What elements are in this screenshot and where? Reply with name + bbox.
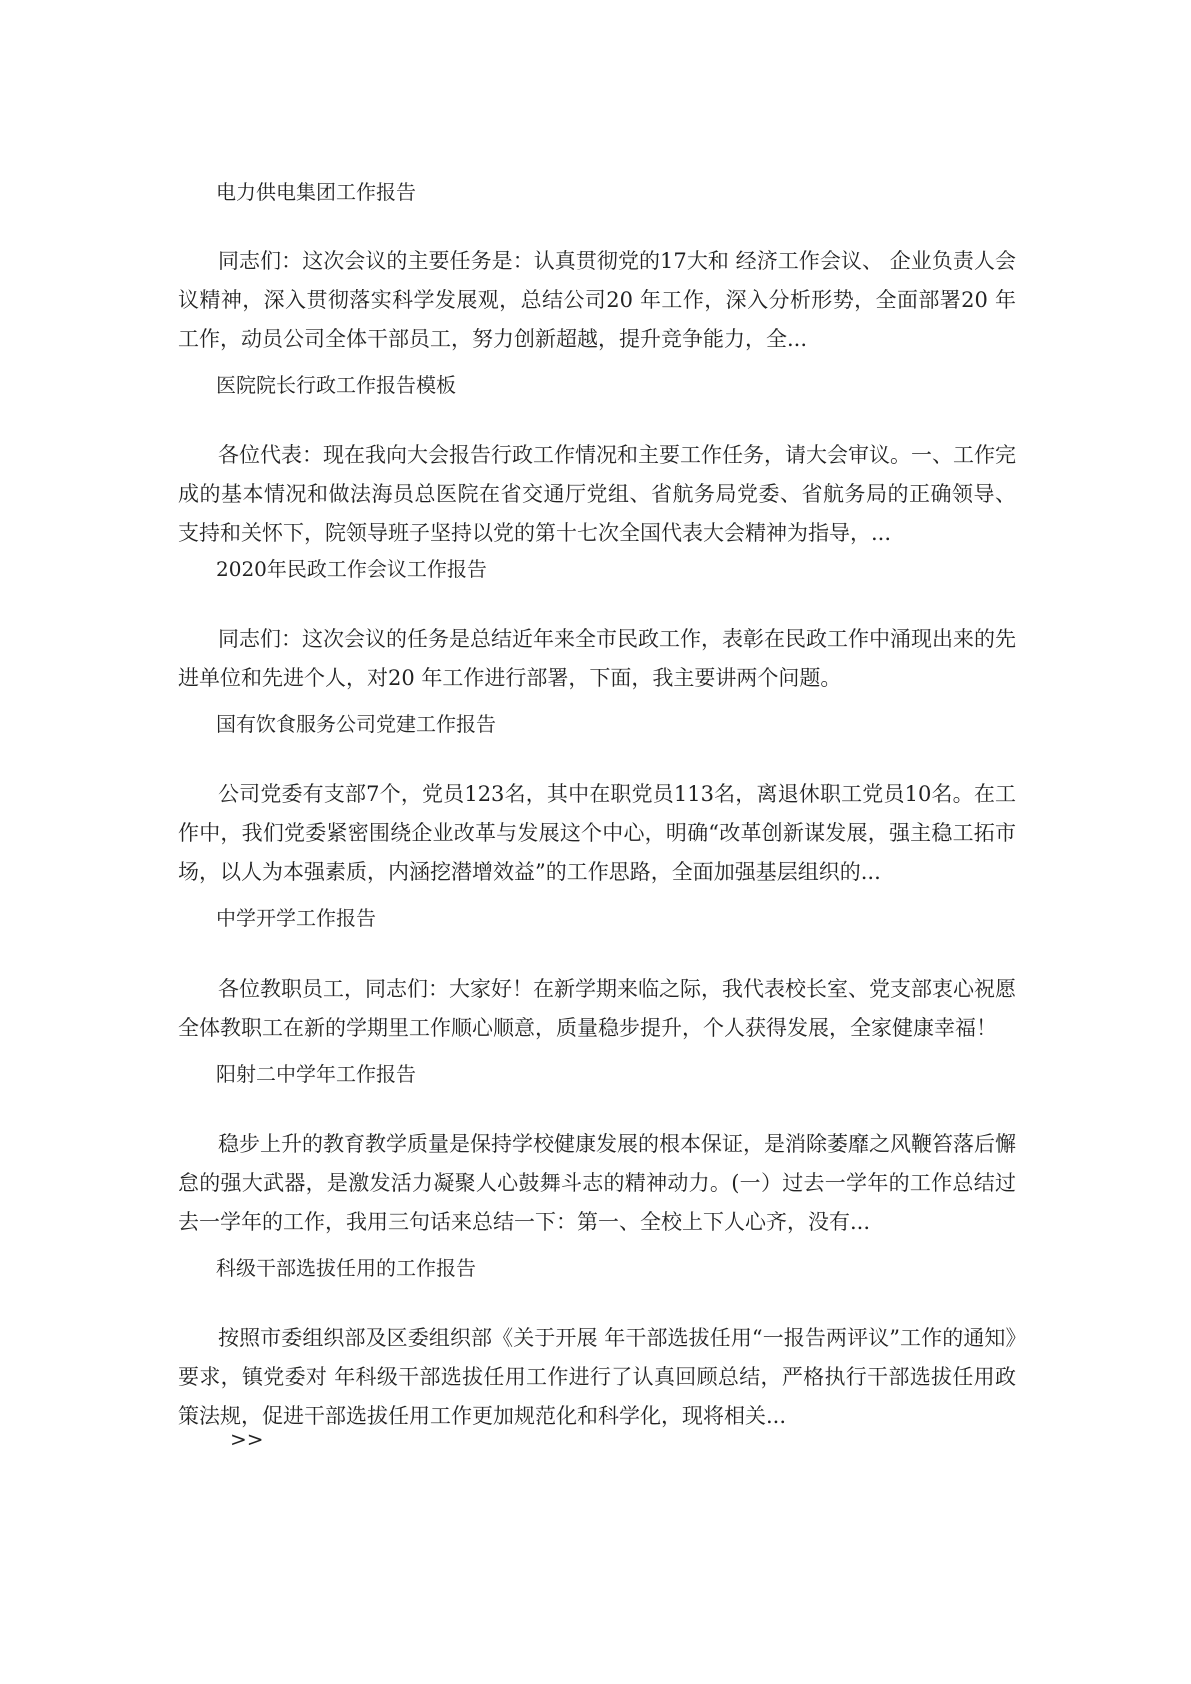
article-summary: 各位教职员工，同志们：大家好！在新学期来临之际，我代表校长室、党支部衷心祝愿全体教职工在新的学期里工作顺心顺意，质量稳步提升，个人获得发展，全家健康幸福！ <box>178 977 1016 1040</box>
article-summary: 稳步上升的教育教学质量是保持学校健康发展的根本保证，是消除萎靡之风鞭笞落后懈怠的强大武器，是激发活力凝聚人心鼓舞斗志的精神动力。(一）过去一学年的工作总结过去一学年的工作，我用三句话来总结一下：第一、全校上下人心齐，没有... <box>178 1132 1016 1234</box>
article-title[interactable]: 电力供电集团工作报告 <box>216 180 416 204</box>
article-title[interactable]: 国有饮食服务公司党建工作报告 <box>216 712 496 736</box>
article-summary: 同志们：这次会议的任务是总结近年来全市民政工作，表彰在民政工作中涌现出来的先进单位和先进个人，对20 年工作进行部署，下面，我主要讲两个问题。 <box>178 627 1016 690</box>
article-title[interactable]: 阳射二中学年工作报告 <box>216 1062 416 1086</box>
more-link[interactable]: >> <box>230 1427 264 1451</box>
article-title[interactable]: 医院院长行政工作报告模板 <box>216 373 456 397</box>
article-summary: 同志们：这次会议的主要任务是：认真贯彻党的17大和 经济工作会议、 企业负责人会议精神，深入贯彻落实科学发展观，总结公司20 年工作，深入分析形势，全面部署20 年工作，动员公司全体干部员工，努力创新超越，提升竞争能力，全... <box>178 249 1016 351</box>
article-title[interactable]: 科级干部选拔任用的工作报告 <box>216 1256 476 1280</box>
article-summary: 公司党委有支部7个，党员123名，其中在职党员113名，离退休职工党员10名。在工作中，我们党委紧密围绕企业改革与发展这个中心，明确“改革创新谋发展，强主稳工拓市场，以人为本强素质，内涵挖潜增效益”的工作思路，全面加强基层组织的... <box>178 782 1016 884</box>
article-summary: 按照市委组织部及区委组织部《关于开展 年干部选拔任用“一报告两评议”工作的通知》要求，镇党委对 年科级干部选拔任用工作进行了认真回顾总结，严格执行干部选拔任用政策法规，促进干部选拔任用工作更加规范化和科学化，现将相关... <box>178 1326 1016 1428</box>
article-title[interactable]: 中学开学工作报告 <box>216 906 376 930</box>
article-title[interactable]: 2020年民政工作会议工作报告 <box>216 557 487 581</box>
article-summary: 各位代表：现在我向大会报告行政工作情况和主要工作任务，请大会审议。一、工作完成的基本情况和做法海员总医院在省交通厅党组、省航务局党委、省航务局的正确领导、支持和关怀下，院领导班子坚持以党的第十七次全国代表大会精神为指导，... <box>178 443 1016 545</box>
